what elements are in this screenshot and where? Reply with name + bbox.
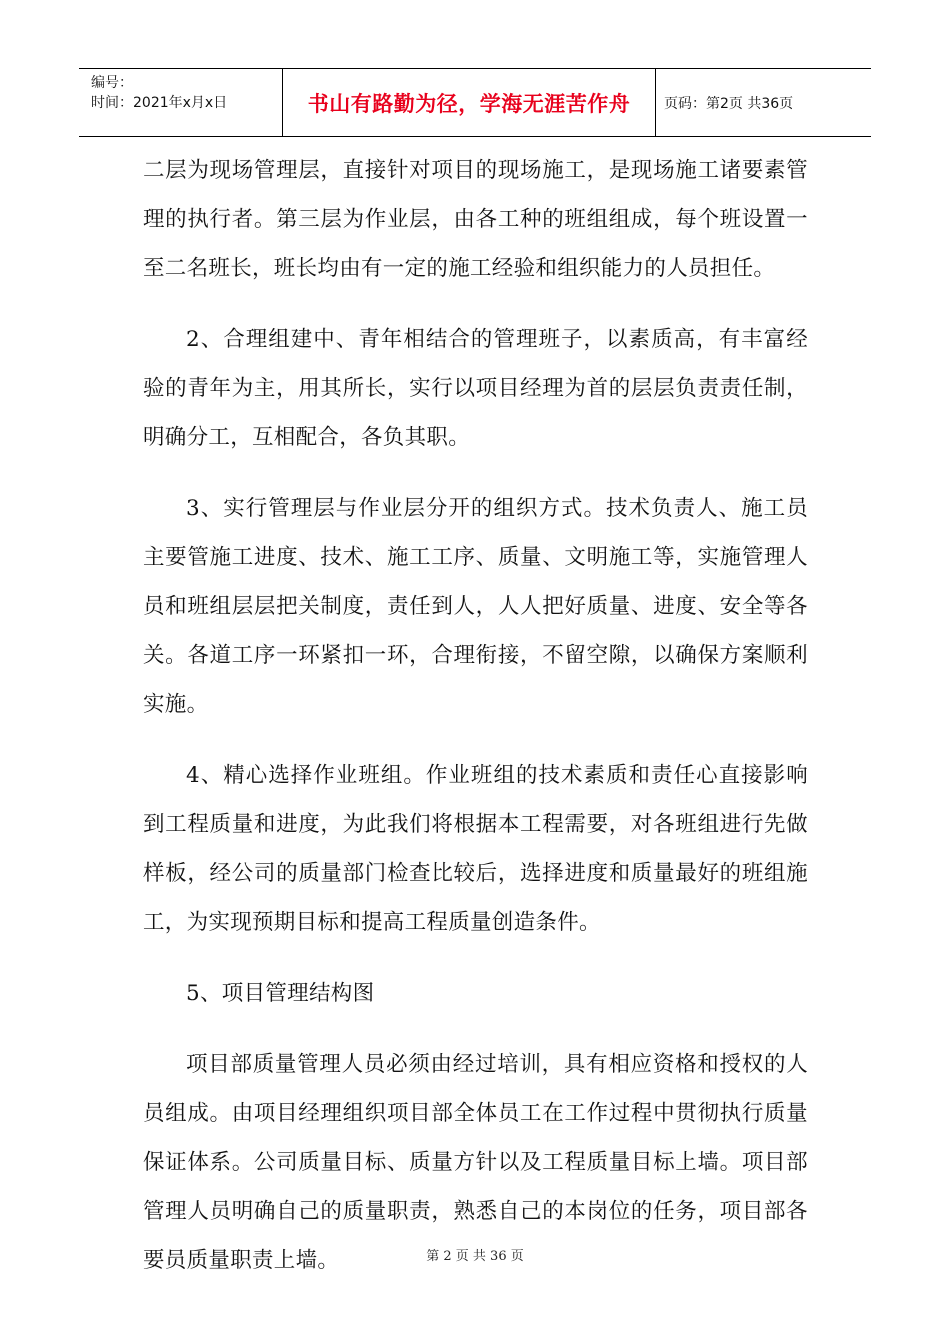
time-label: 时间：2021年x月x日 [91,95,228,111]
header-page-info: 页码：第2页 共36页 [664,95,794,112]
paragraph-1: 二层为现场管理层，直接针对项目的现场施工，是现场施工诸要素管理的执行者。第三层为作业层，由各工种的班组组成，每个班设置一至二名班长，班长均由有一定的施工经验和组织能力的人员担任。 [143,158,808,281]
header-motto-cell [283,69,656,136]
paragraph-5-heading: 5、项目管理结构图 [186,981,375,1006]
document-body [143,146,808,1307]
paragraph-6: 项目部质量管理人员必须由经过培训，具有相应资格和授权的人员组成。由项目经理组织项目部全体员工在工作过程中贯彻执行质量保证体系。公司质量目标、质量方针以及工程质量目标上墙。项目部管理人员明确自己的质量职责，熟悉自己的本岗位的任务，项目部各要员质量职责上墙。 [143,1052,808,1273]
paragraph-3: 3、实行管理层与作业层分开的组织方式。技术负责人、施工员主要管施工进度、技术、施工工序、质量、文明施工等，实施管理人员和班组层层把关制度，责任到人，人人把好质量、进度、安全等各关。各道工序一环紧扣一环，合理衔接，不留空隙，以确保方案顺利实施。 [143,496,808,717]
page-header [79,68,871,137]
header-meta [79,69,283,136]
paragraph-4: 4、精心选择作业班组。作业班组的技术素质和责任心直接影响到工程质量和进度，为此我们将根据本工程需要，对各班组进行先做样板，经公司的质量部门检查比较后，选择进度和质量最好的班组施工，为实现预期目标和提高工程质量创造条件。 [143,763,808,935]
number-label: 编号： [91,75,133,91]
page-footer: 第 2 页 共 36 页 [426,1249,524,1264]
paragraph-2: 2、合理组建中、青年相结合的管理班子，以素质高，有丰富经验的青年为主，用其所长，实行以项目经理为首的层层负责责任制，明确分工，互相配合，各负其职。 [143,327,808,450]
motto-text: 书山有路勤为径，学海无涯苦作舟 [307,91,631,116]
